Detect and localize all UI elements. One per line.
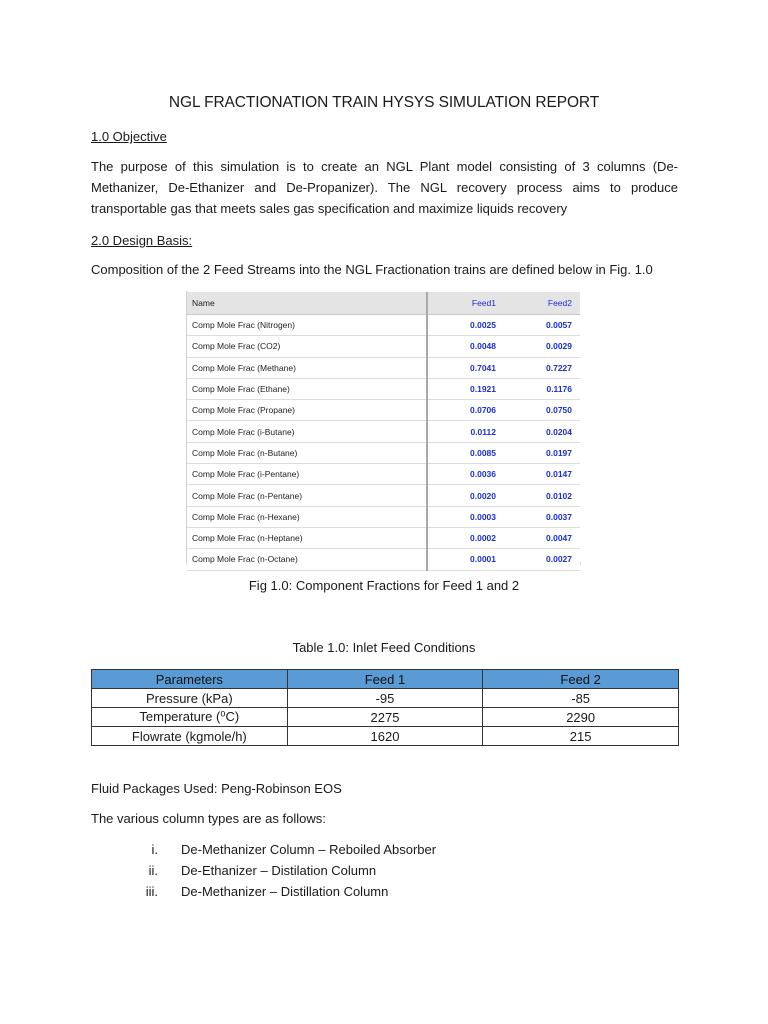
composition-row [187, 315, 580, 336]
columns-intro-text: The various column types are as follows: [91, 811, 326, 826]
feed1-value: 0.0025 [427, 315, 504, 336]
feed2-value: 0.0037 [504, 506, 580, 527]
composition-row [187, 357, 580, 378]
feed2-value: 0.0057 [504, 315, 580, 336]
feed2-value: 0.0204 [504, 421, 580, 442]
feed-table-row [92, 727, 679, 746]
feed2-value: 0.0029 [504, 336, 580, 357]
composition-row [187, 464, 580, 485]
composition-row [187, 442, 580, 463]
composition-row [187, 485, 580, 506]
feed1-value: 0.0112 [427, 421, 504, 442]
table-caption: Table 1.0: Inlet Feed Conditions [292, 640, 476, 655]
composition-row [187, 400, 580, 421]
feed1-value: 0.0048 [427, 336, 504, 357]
composition-row [187, 549, 580, 570]
component-name: Comp Mole Frac (Ethane) [187, 378, 427, 399]
composition-row [187, 421, 580, 442]
inlet-feed-table [91, 669, 679, 746]
list-item: De-Methanizer Column – Reboiled Absorber [181, 842, 437, 857]
feed-table-row [92, 689, 679, 708]
feed1-value: 0.1921 [427, 378, 504, 399]
feed-table-header-row [92, 670, 679, 689]
component-name: Comp Mole Frac (n-Pentane) [187, 485, 427, 506]
parameter-name: Flowrate (kgmole/h) [92, 727, 288, 746]
composition-header-row [187, 292, 580, 315]
list-number: iii. [145, 884, 158, 899]
feed2-value: 0.1176 [504, 378, 580, 399]
feed2-value: 0.0047 [504, 527, 580, 548]
component-name: Comp Mole Frac (Nitrogen) [187, 315, 427, 336]
objective-heading: 1.0 Objective [91, 129, 167, 144]
feed2-value: 0.0750 [504, 400, 580, 421]
feed2-cell: -85 [483, 689, 679, 708]
list-number: i. [151, 842, 158, 857]
feed1-value: 0.0085 [427, 442, 504, 463]
report-title: NGL FRACTIONATION TRAIN HYSYS SIMULATION REPORT [168, 94, 600, 111]
design-basis-text: Composition of the 2 Feed Streams into the NGL Fractionation trains are defined below in Fig. 1.0 [91, 262, 653, 277]
feed2-value: 0.0102 [504, 485, 580, 506]
composition-table [187, 292, 580, 571]
feed1-cell: 2275 [287, 708, 483, 727]
design-basis-heading: 2.0 Design Basis: [91, 233, 193, 248]
feed2-value: 0.0027 [504, 549, 580, 570]
component-name: Comp Mole Frac (n-Hexane) [187, 506, 427, 527]
component-name: Comp Mole Frac (n-Butane) [187, 442, 427, 463]
component-name: Comp Mole Frac (i-Pentane) [187, 464, 427, 485]
composition-row [187, 336, 580, 357]
feed1-value: 0.0001 [427, 549, 504, 570]
feed1-value: 0.0020 [427, 485, 504, 506]
figure-caption: Fig 1.0: Component Fractions for Feed 1 and 2 [248, 578, 520, 593]
feed2-cell: 2290 [483, 708, 679, 727]
objective-paragraph: The purpose of this simulation is to create an NGL Plant model consisting of 3 columns (De-Methanizer, De-Ethanizer and De-Propanizer). The NGL recovery process aims to produce transportable gas that meets sales gas specification and maximize liquids recovery [91, 159, 678, 216]
feed-header-feed1: Feed 1 [287, 670, 483, 689]
component-name: Comp Mole Frac (Propane) [187, 400, 427, 421]
list-item: De-Ethanizer – Distilation Column [181, 863, 377, 878]
feed1-value: 0.0003 [427, 506, 504, 527]
composition-row [187, 527, 580, 548]
feed2-value: 0.0147 [504, 464, 580, 485]
feed2-value: 0.7227 [504, 357, 580, 378]
feed1-value: 0.7041 [427, 357, 504, 378]
component-name: Comp Mole Frac (i-Butane) [187, 421, 427, 442]
component-name: Comp Mole Frac (Methane) [187, 357, 427, 378]
composition-header-feed1: Feed1 [427, 292, 504, 315]
feed2-cell: 215 [483, 727, 679, 746]
fluid-package-text: Fluid Packages Used: Peng-Robinson EOS [91, 781, 342, 796]
component-name: Comp Mole Frac (n-Octane) [187, 549, 427, 570]
feed-header-parameters: Parameters [92, 670, 288, 689]
list-number: ii. [148, 863, 158, 878]
parameter-name: Temperature (⁰C) [92, 708, 288, 727]
feed1-value: 0.0036 [427, 464, 504, 485]
feed2-value: 0.0197 [504, 442, 580, 463]
composition-header-name: Name [187, 292, 427, 315]
list-item: De-Methanizer – Distillation Column [181, 884, 389, 899]
feed1-cell: -95 [287, 689, 483, 708]
feed1-value: 0.0002 [427, 527, 504, 548]
component-name: Comp Mole Frac (n-Heptane) [187, 527, 427, 548]
feed1-value: 0.0706 [427, 400, 504, 421]
composition-row [187, 506, 580, 527]
composition-row [187, 378, 580, 399]
component-name: Comp Mole Frac (CO2) [187, 336, 427, 357]
feed1-cell: 1620 [287, 727, 483, 746]
feed-table-row [92, 708, 679, 727]
feed-header-feed2: Feed 2 [483, 670, 679, 689]
composition-header-feed2: Feed2 [504, 292, 580, 315]
parameter-name: Pressure (kPa) [92, 689, 288, 708]
